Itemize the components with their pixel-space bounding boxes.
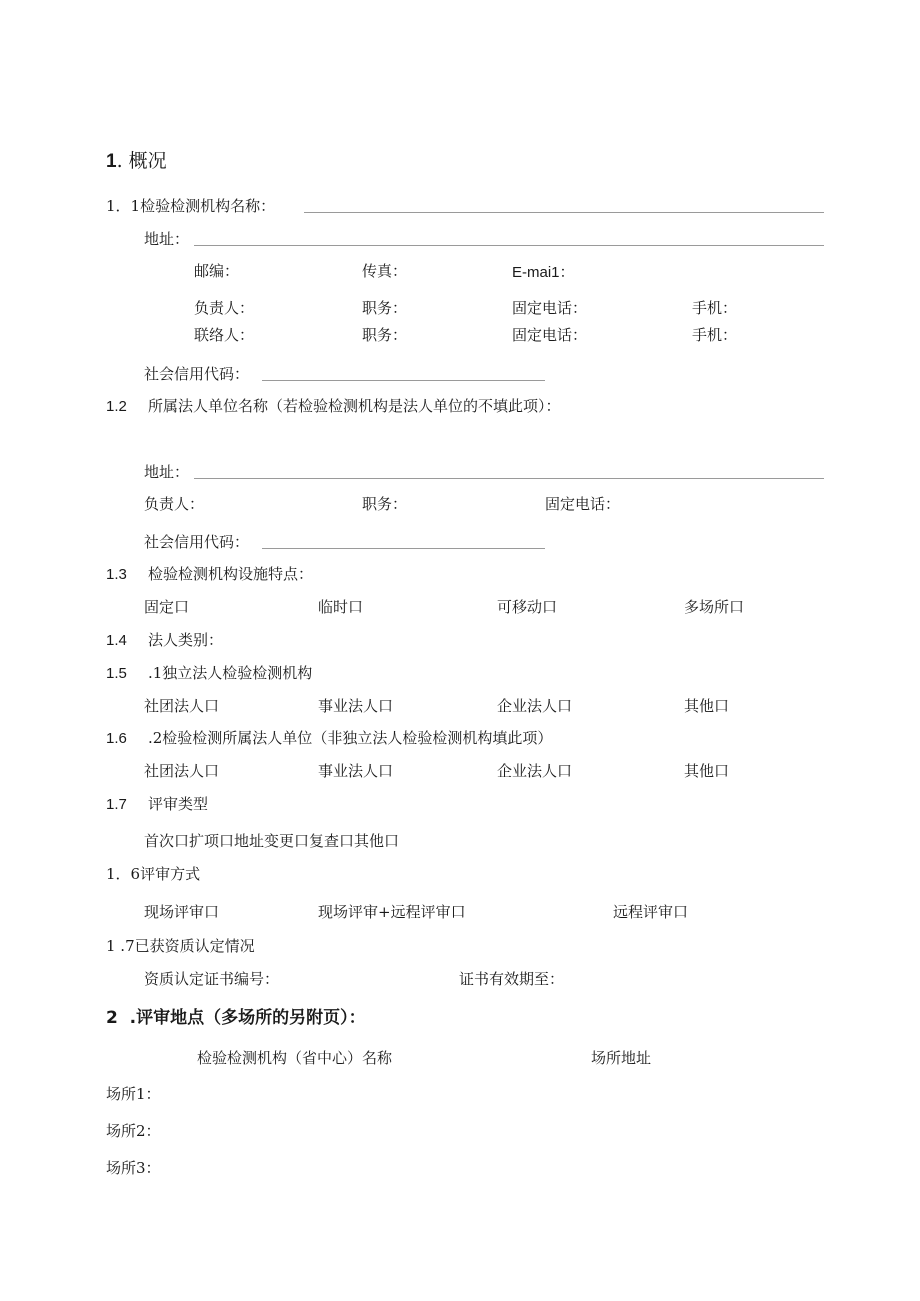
contact-phone-label: 固定电话： — [512, 326, 588, 344]
legal-type-public[interactable]: 事业法人口 — [318, 697, 394, 715]
column-institution-name: 检验检测机构（省中心）名称 — [197, 1049, 393, 1067]
item-1-5-number: 1.5 — [106, 665, 127, 682]
facility-option-fixed[interactable]: 固定口 — [144, 598, 190, 616]
legal-type-other[interactable]: 其他口 — [684, 697, 730, 715]
review-type-options[interactable]: 首次口扩项口地址变更口复查口其他口 — [144, 832, 400, 850]
item-1-1-label: 1．1检验检测机构名称： — [106, 197, 276, 215]
item-1-3-label: 检验检测机构设施特点： — [148, 565, 314, 583]
parent-credit-code-field[interactable] — [262, 548, 545, 549]
contact-position-label: 职务： — [362, 326, 408, 344]
cert-valid-until-label: 证书有效期至： — [459, 970, 565, 988]
qualification-label: 1 .7已获资质认定情况 — [106, 937, 255, 955]
parent-legal-type-enterprise[interactable]: 企业法人口 — [497, 762, 573, 780]
review-method-onsite[interactable]: 现场评审口 — [144, 903, 220, 921]
facility-option-mobile[interactable]: 可移动口 — [497, 598, 558, 616]
item-1-4-number: 1.4 — [106, 632, 127, 649]
parent-head-label: 负责人： — [144, 495, 205, 513]
item-1-6-label: .2检验检测所属法人单位（非独立法人检验检测机构填此项） — [148, 729, 553, 747]
section-2-heading: 2 .评审地点（多场所的另附页）： — [106, 1008, 366, 1028]
item-1-1-address-label: 地址： — [144, 230, 190, 248]
postcode-label: 邮编： — [194, 262, 240, 280]
review-method-onsite-remote[interactable]: 现场评审+远程评审口 — [318, 903, 466, 921]
contact-mobile-label: 手机： — [692, 326, 738, 344]
item-1-2-label: 所属法人单位名称（若检验检测机构是法人单位的不填此项）： — [148, 397, 561, 415]
parent-phone-label: 固定电话： — [545, 495, 621, 513]
contact-label: 联络人： — [194, 326, 255, 344]
item-1-2-number: 1.2 — [106, 398, 127, 415]
review-method-remote[interactable]: 远程评审口 — [613, 903, 689, 921]
cert-number-label: 资质认定证书编号： — [144, 970, 280, 988]
head-position-label: 职务： — [362, 299, 408, 317]
parent-position-label: 职务： — [362, 495, 408, 513]
head-phone-label: 固定电话： — [512, 299, 588, 317]
site-2-label: 场所2： — [106, 1122, 161, 1140]
item-1-6-number: 1.6 — [106, 730, 127, 747]
parent-legal-type-social[interactable]: 社团法人口 — [144, 762, 220, 780]
facility-option-temporary[interactable]: 临时口 — [318, 598, 364, 616]
legal-type-social[interactable]: 社团法人口 — [144, 697, 220, 715]
facility-option-multisite[interactable]: 多场所口 — [684, 598, 745, 616]
institution-address-field[interactable] — [194, 245, 824, 246]
item-1-5-label: .1独立法人检验检测机构 — [148, 664, 313, 682]
parent-legal-type-other[interactable]: 其他口 — [684, 762, 730, 780]
head-label: 负责人： — [194, 299, 255, 317]
item-1-3-number: 1.3 — [106, 566, 127, 583]
parent-credit-code-label: 社会信用代码： — [144, 533, 250, 551]
section-1-heading — [106, 152, 167, 171]
credit-code-field[interactable] — [262, 380, 545, 381]
head-mobile-label: 手机： — [692, 299, 738, 317]
credit-code-label: 社会信用代码： — [144, 365, 250, 383]
legal-type-enterprise[interactable]: 企业法人口 — [497, 697, 573, 715]
review-method-label: 1．6评审方式 — [106, 865, 201, 883]
item-1-2-address-label: 地址： — [144, 463, 190, 481]
section-1-number: 1 — [106, 151, 117, 172]
institution-name-field[interactable] — [304, 212, 824, 213]
site-3-label: 场所3： — [106, 1159, 161, 1177]
column-site-address: 场所地址 — [591, 1049, 652, 1067]
email-label: E-mai1： — [512, 264, 575, 281]
parent-legal-type-public[interactable]: 事业法人口 — [318, 762, 394, 780]
site-1-label: 场所1： — [106, 1085, 161, 1103]
item-1-7-label: 评审类型 — [148, 795, 209, 813]
fax-label: 传真： — [362, 262, 408, 280]
item-1-7-number: 1.7 — [106, 796, 127, 813]
parent-address-field[interactable] — [194, 478, 824, 479]
item-1-4-label: 法人类别： — [148, 631, 224, 649]
section-1-title: . 概况 — [116, 150, 167, 172]
